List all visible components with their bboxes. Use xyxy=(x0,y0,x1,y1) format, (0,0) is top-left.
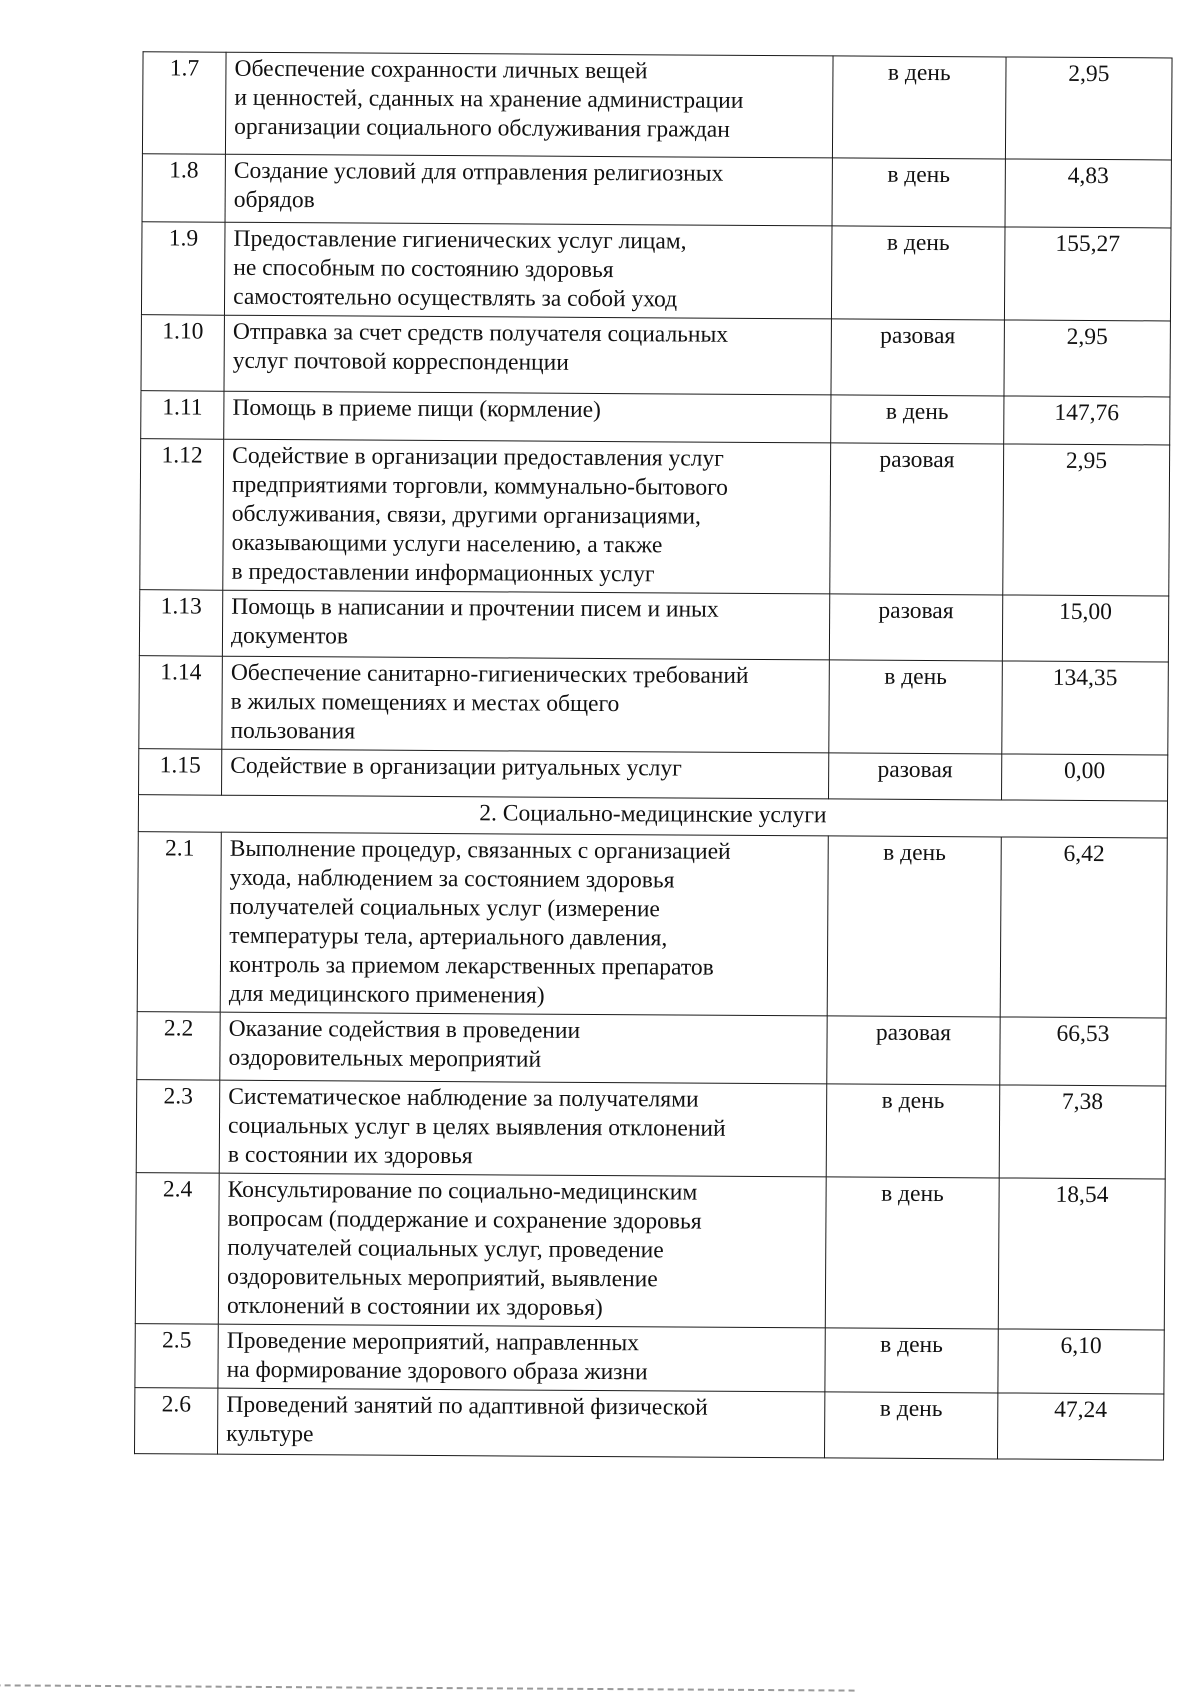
section-header-row xyxy=(138,795,1167,838)
table-row xyxy=(139,656,1169,755)
row-number-cell: 1.9 xyxy=(141,222,225,316)
price-cell: 155,27 xyxy=(1004,227,1171,321)
service-name-cell: Содействие в организации ритуальных услуг xyxy=(222,749,829,799)
row-number-cell: 2.1 xyxy=(137,832,221,1013)
row-number-cell: 1.11 xyxy=(141,391,224,440)
unit-cell: в день xyxy=(827,836,1001,1017)
table-row xyxy=(139,590,1168,662)
service-name-cell: Обеспечение санитарно-гигиенических требований в жилых помещениях и местах общего пользования xyxy=(222,656,829,753)
unit-cell: в день xyxy=(824,1392,997,1459)
service-name-cell: Проведений занятий по адаптивной физической культуре xyxy=(218,1388,825,1458)
table-row xyxy=(134,1388,1163,1460)
service-name-cell: Оказание содействия в проведении оздоровительных мероприятий xyxy=(220,1012,827,1084)
row-number-cell: 1.13 xyxy=(139,590,222,657)
table-row xyxy=(140,439,1170,596)
table-body xyxy=(134,52,1172,1460)
unit-cell: в день xyxy=(832,158,1005,227)
service-name-cell: Обеспечение сохранности личных вещей и ценностей, сданных на хранение администрации организации социального обслуживания граждан xyxy=(226,52,834,158)
service-name-cell: Проведение мероприятий, направленных на формирование здорового образа жизни xyxy=(218,1324,825,1392)
service-name-cell: Консультирование по социально-медицинским вопросам (поддержание и сохранение здоровья получателей социальных услуг, проведение оздоровительных мероприятий, выявление отклонений в состоянии их здоровья) xyxy=(218,1173,826,1328)
table-row xyxy=(137,832,1167,1018)
price-cell: 15,00 xyxy=(1002,595,1169,662)
price-cell: 6,10 xyxy=(998,1329,1165,1394)
row-number-cell: 2.6 xyxy=(134,1388,217,1455)
row-number-cell: 2.5 xyxy=(135,1324,218,1389)
row-number-cell: 1.7 xyxy=(142,52,226,155)
unit-cell: в день xyxy=(825,1328,998,1393)
unit-cell: в день xyxy=(831,395,1004,444)
table-row xyxy=(135,1173,1165,1330)
table-row xyxy=(142,52,1172,160)
service-name-cell: Предоставление гигиенических услуг лицам, не способным по состоянию здоровья самостоятельно осуществлять за собой уход xyxy=(225,222,832,319)
unit-cell: в день xyxy=(832,56,1005,159)
price-cell: 2,95 xyxy=(1003,444,1170,596)
section-title: 2. Социально-медицинские услуги xyxy=(138,795,1167,838)
unit-cell: в день xyxy=(826,1084,999,1178)
price-cell: 2,95 xyxy=(1005,57,1172,160)
price-cell: 47,24 xyxy=(997,1393,1164,1460)
table-row xyxy=(142,154,1171,228)
row-number-cell: 1.10 xyxy=(141,315,225,392)
service-name-cell: Создание условий для отправления религиозных обрядов xyxy=(225,154,832,226)
row-number-cell: 2.2 xyxy=(137,1012,221,1081)
row-number-cell: 2.3 xyxy=(136,1080,220,1174)
page-bottom-line xyxy=(0,1684,855,1691)
unit-cell: в день xyxy=(825,1177,999,1329)
price-cell: 66,53 xyxy=(1000,1017,1167,1086)
service-name-cell: Помощь в написании и прочтении писем и иных документов xyxy=(222,590,829,660)
service-name-cell: Выполнение процедур, связанных с организацией ухода, наблюдением за состоянием здоровья получателей социальных услуг (измерение температуры тела, артериального давления, контроль за приемом лекарственных препаратов для медицинского применения) xyxy=(220,832,828,1016)
services-tariff-table xyxy=(134,51,1173,1460)
row-number-cell: 1.14 xyxy=(139,656,223,750)
table-row xyxy=(135,1324,1164,1394)
table-row xyxy=(136,1080,1166,1179)
unit-cell: в день xyxy=(829,660,1002,754)
unit-cell: разовая xyxy=(829,594,1002,661)
table-row xyxy=(137,1012,1166,1086)
table-row xyxy=(141,222,1171,321)
price-cell: 134,35 xyxy=(1002,661,1169,755)
price-cell: 0,00 xyxy=(1001,754,1168,801)
table-row xyxy=(141,315,1170,397)
unit-cell: разовая xyxy=(830,443,1004,595)
unit-cell: разовая xyxy=(828,753,1001,800)
row-number-cell: 1.15 xyxy=(139,749,222,796)
row-number-cell: 1.8 xyxy=(142,154,226,223)
row-number-cell: 2.4 xyxy=(135,1173,219,1325)
price-cell: 2,95 xyxy=(1004,320,1171,397)
unit-cell: разовая xyxy=(827,1016,1000,1085)
service-name-cell: Отправка за счет средств получателя социальных услуг почтовой корреспонденции xyxy=(224,315,831,395)
service-name-cell: Систематическое наблюдение за получателями социальных услуг в целях выявления отклонений в состоянии их здоровья xyxy=(219,1080,826,1177)
price-cell: 6,42 xyxy=(1000,837,1167,1018)
price-cell: 7,38 xyxy=(999,1085,1166,1179)
unit-cell: в день xyxy=(831,226,1004,320)
row-number-cell: 1.12 xyxy=(140,439,224,591)
price-cell: 18,54 xyxy=(998,1178,1165,1330)
service-name-cell: Помощь в приеме пищи (кормление) xyxy=(224,391,831,443)
unit-cell: разовая xyxy=(831,319,1004,396)
service-name-cell: Содействие в организации предоставления услуг предприятиями торговли, коммунально-бытового обслуживания, связи, другими организациями, оказывающими услуги населению, а также в предоставлении информационных услуг xyxy=(223,439,831,594)
price-cell: 147,76 xyxy=(1003,396,1170,445)
table-row xyxy=(139,749,1168,801)
price-cell: 4,83 xyxy=(1005,159,1172,228)
table-row xyxy=(141,391,1170,445)
